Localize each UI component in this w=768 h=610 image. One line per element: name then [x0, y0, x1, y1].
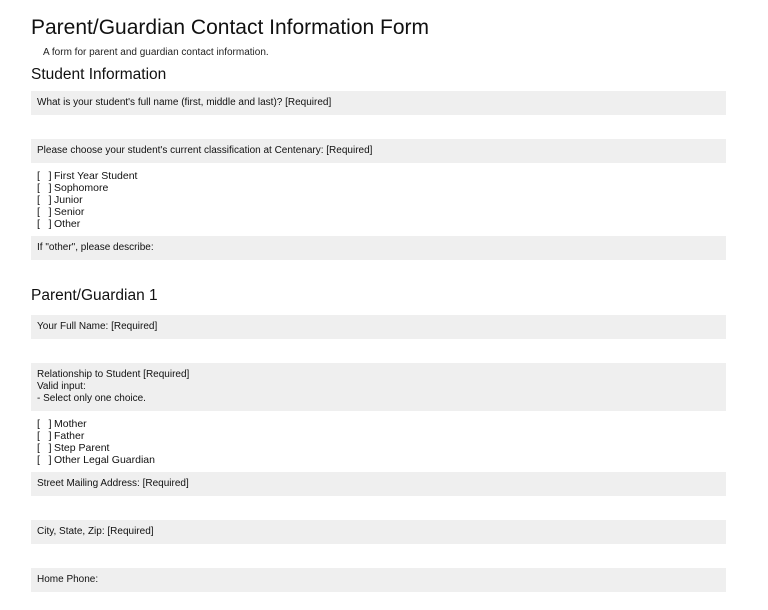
checkbox-marker[interactable]: [ ]	[37, 206, 52, 218]
checkbox-marker[interactable]: [ ]	[37, 430, 52, 442]
checkbox-marker[interactable]: [ ]	[37, 194, 52, 206]
other-describe-question[interactable]	[31, 236, 726, 260]
home-phone-question[interactable]	[31, 568, 726, 592]
relationship-label: Relationship to Student [Required]	[37, 369, 190, 380]
relationship-question	[31, 363, 726, 411]
form-description: A form for parent and guardian contact information.	[43, 47, 269, 58]
form-title: Parent/Guardian Contact Information Form	[31, 16, 430, 39]
student-full-name-label: What is your student's full name (first, middle and last)? [Required]	[37, 97, 332, 108]
option-sophomore[interactable]: [ ] Sophomore	[37, 182, 109, 194]
option-father[interactable]: [ ] Father	[37, 430, 85, 442]
option-mother[interactable]: [ ] Mother	[37, 418, 87, 430]
checkbox-marker[interactable]: [ ]	[37, 454, 52, 466]
street-address-label: Street Mailing Address: [Required]	[37, 478, 189, 489]
guardian1-heading: Parent/Guardian 1	[31, 287, 158, 304]
relationship-hint: - Select only one choice.	[37, 393, 146, 404]
option-junior[interactable]: [ ] Junior	[37, 194, 83, 206]
street-address-question[interactable]	[31, 472, 726, 496]
option-step-parent[interactable]: [ ] Step Parent	[37, 442, 110, 454]
classification-options	[31, 170, 726, 230]
home-phone-label: Home Phone:	[37, 574, 99, 585]
checkbox-marker[interactable]: [ ]	[37, 218, 52, 230]
checkbox-marker[interactable]: [ ]	[37, 170, 52, 182]
classification-question	[31, 139, 726, 163]
city-state-zip-question[interactable]	[31, 520, 726, 544]
checkbox-marker[interactable]: [ ]	[37, 442, 52, 454]
city-state-zip-label: City, State, Zip: [Required]	[37, 526, 154, 537]
checkbox-marker[interactable]: [ ]	[37, 418, 52, 430]
other-describe-label: If "other", please describe:	[37, 242, 154, 253]
checkbox-marker[interactable]: [ ]	[37, 182, 52, 194]
form-page	[31, 14, 726, 592]
guardian-full-name-label: Your Full Name: [Required]	[37, 321, 158, 332]
option-other-legal-guardian[interactable]: [ ] Other Legal Guardian	[37, 454, 155, 466]
option-senior[interactable]: [ ] Senior	[37, 206, 85, 218]
relationship-options	[31, 418, 726, 466]
student-full-name-question[interactable]	[31, 91, 726, 115]
guardian-full-name-question[interactable]	[31, 315, 726, 339]
relationship-valid-input: Valid input:	[37, 381, 86, 392]
classification-label: Please choose your student's current classification at Centenary: [Required]	[37, 145, 373, 156]
option-first-year[interactable]: [ ] First Year Student	[37, 170, 138, 182]
student-info-heading: Student Information	[31, 66, 167, 83]
option-other[interactable]: [ ] Other	[37, 218, 81, 230]
